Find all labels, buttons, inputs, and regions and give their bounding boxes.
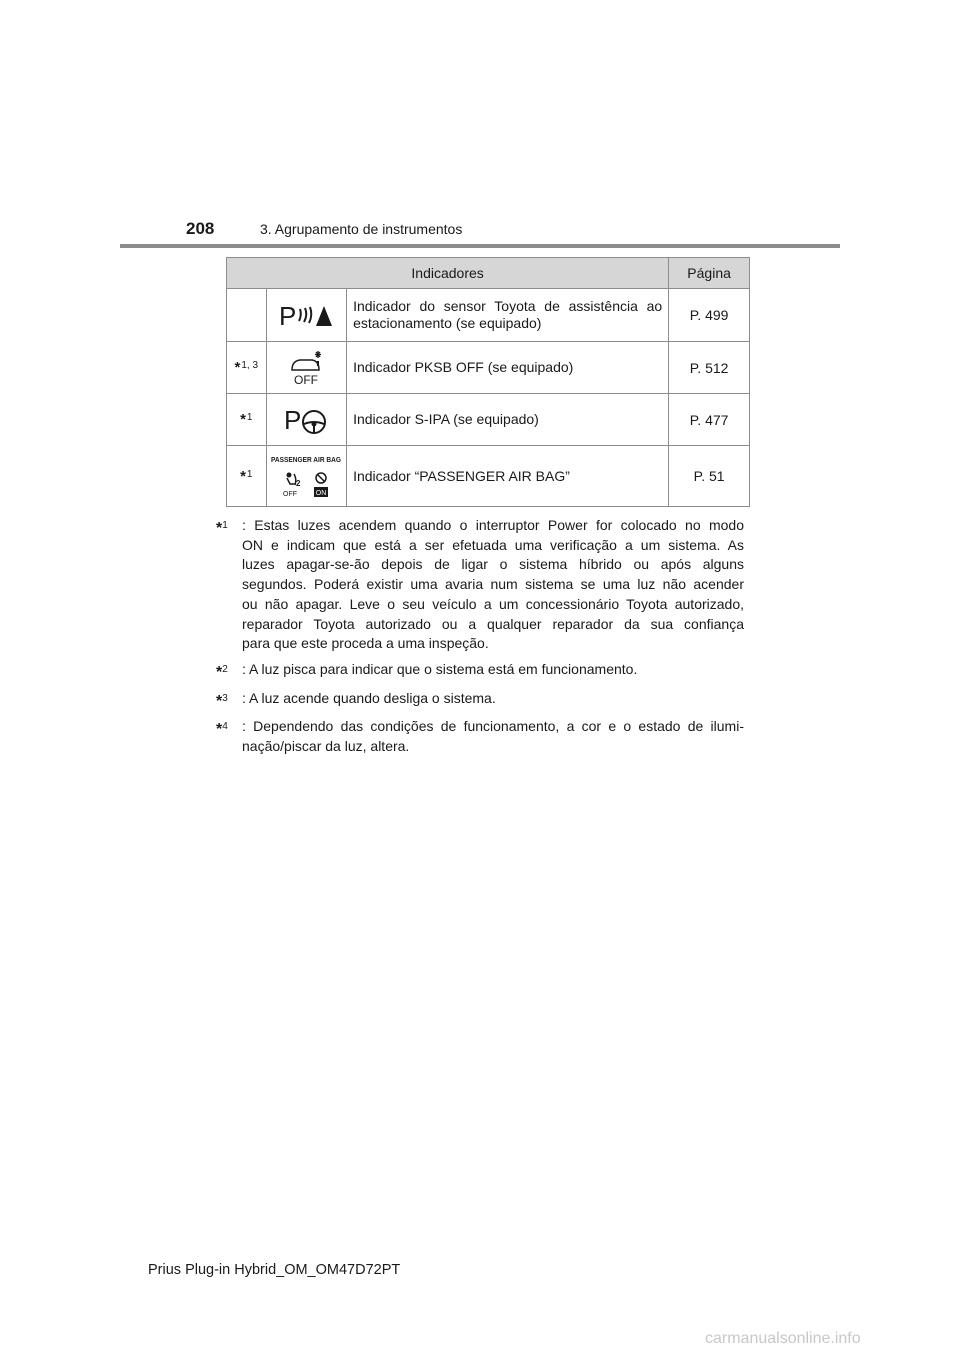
svg-text:2: 2 (296, 479, 301, 488)
pksb-off-icon (286, 350, 326, 386)
note-ref: 1 (246, 468, 253, 480)
svg-text:OFF: OFF (294, 372, 319, 387)
footer-model: Prius Plug-in Hybrid_OM_OM47D72PT (148, 1262, 401, 1278)
page-reference: P. 477 (669, 394, 750, 446)
footnote-line: : Dependendo das condições de funcionamento, a cor e o estado de ilumi- (242, 718, 744, 735)
footnote-mark: *$^4$ (216, 721, 228, 739)
note-ref-cell (227, 289, 267, 342)
indicators-table (226, 257, 750, 507)
page-reference: P. 499 (669, 289, 750, 342)
description-line: estacionamento (se equipado) (353, 315, 542, 331)
watermark: carmanualsonline.info (705, 1330, 861, 1347)
footnote (216, 717, 744, 756)
svg-text:PASSENGER AIR BAG: PASSENGER AIR BAG (271, 455, 342, 464)
indicator-description: Indicador “PASSENGER AIR BAG” (347, 446, 669, 507)
indicators-column-header: Indicadores (227, 258, 669, 289)
passenger-airbag-icon (270, 454, 342, 498)
page-column-header: Página (669, 258, 750, 289)
indicator-description: Indicador S-IPA (se equipado) (347, 394, 669, 446)
footnote-line: segundos. Poderá existir uma avaria num sistema se uma luz não acender (242, 576, 744, 593)
table-header-row (227, 258, 750, 289)
svg-text:OFF: OFF (283, 491, 298, 498)
s-ipa-icon (284, 405, 328, 435)
footnote-mark: *$^3$ (216, 692, 228, 710)
svg-text:P: P (284, 404, 302, 435)
icon-cell (266, 342, 347, 394)
footnote (216, 660, 744, 683)
svg-text:P: P (279, 301, 297, 331)
svg-text:ON: ON (316, 490, 327, 497)
footnote-ref: 2 (222, 663, 228, 675)
note-ref-cell: *1 (227, 446, 267, 507)
footnote-line: ou não apagar. Leve o seu veículo a um concessionário Toyota autorizado, (242, 595, 744, 612)
table-row (227, 446, 750, 507)
indicator-description: Indicador PKSB OFF (se equipado) (347, 342, 669, 394)
footnote-ref: 1 (222, 520, 228, 531)
description-line: Indicador do sensor Toyota de assistência ao (353, 298, 663, 314)
footnote-text (242, 689, 744, 712)
footnote (216, 689, 744, 712)
footnote-line: : Estas luzes acendem quando o interruptor Power for colocado no modo (242, 517, 744, 533)
footnote-ref: 3 (222, 692, 228, 704)
footnote-line: : A luz acende quando desliga o sistema. (242, 689, 496, 706)
indicator-description (347, 289, 669, 342)
page-reference: P. 51 (669, 446, 750, 507)
note-ref: 1 (246, 412, 253, 423)
footnote-line: : A luz pisca para indicar que o sistema está em funcionamento. (242, 660, 638, 677)
footnote (216, 516, 744, 654)
section-title: 3. Agrupamento de instrumentos (260, 221, 463, 237)
note-ref-cell: *1 (227, 394, 267, 446)
table-row (227, 289, 750, 342)
note-ref: 1, 3 (241, 360, 259, 371)
footnote-ref: 4 (222, 721, 228, 733)
footnote-line: luzes apagar-se-ão depois de ligar o sistema híbrido ou após alguns (242, 556, 744, 573)
note-ref-cell: *1, 3 (227, 342, 267, 394)
page-number: 208 (186, 219, 215, 238)
table-row (227, 342, 750, 394)
footnote-text (242, 516, 744, 654)
footnote-mark: *$^1$ (216, 520, 228, 537)
footnote-line: ON e indicam que está a ser efetuada uma verificação a um sistema. As (242, 536, 744, 553)
footnote-line: reparador Toyota autorizado ou a qualquer reparador da sua confiança (242, 615, 744, 632)
footnote-line: para que este proceda a uma inspeção. (242, 635, 489, 652)
page-reference: P. 512 (669, 342, 750, 394)
footnote-text (242, 717, 744, 756)
footnote-mark: *$^2$ (216, 663, 228, 681)
footnotes (216, 516, 744, 763)
footnote-line: nação/piscar da luz, altera. (242, 738, 410, 755)
icon-cell (266, 289, 347, 342)
icon-cell (266, 394, 347, 446)
table-row (227, 394, 750, 446)
footnote-text (242, 660, 744, 683)
page-header (186, 219, 462, 241)
parking-sensor-icon (279, 301, 333, 331)
header-rule (120, 244, 840, 248)
icon-cell (266, 446, 347, 507)
